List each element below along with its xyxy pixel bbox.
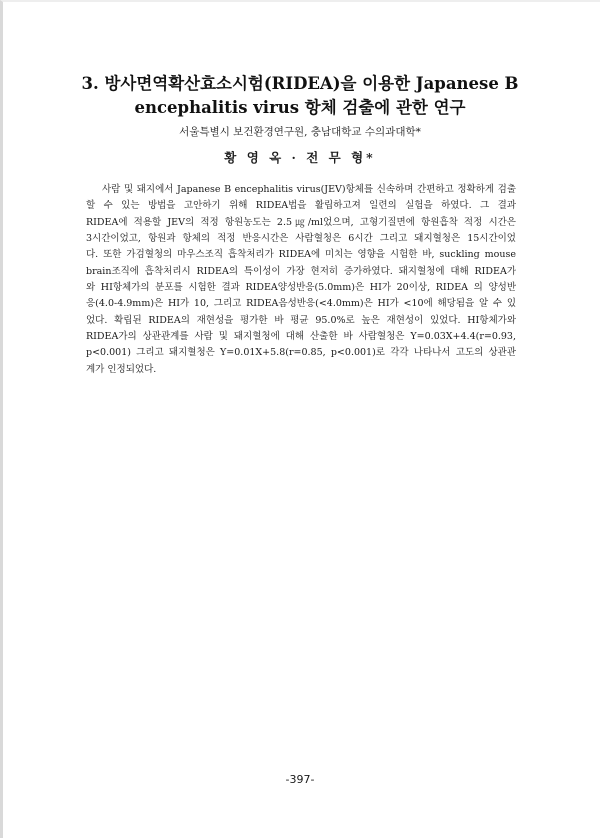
abstract-line: 다. 또한 가검혈청의 마우스조직 흡착처리가 RIDEA에 미치는 영향을 시험한 바, suckling mouse xyxy=(86,249,516,261)
abstract-line: 응(4.0-4.9mm)은 HI가 10, 그리고 RIDEA음성반응(<4.0mm)은 HI가 <10에 해당됨을 알 수 있 xyxy=(86,298,516,310)
abstract-body xyxy=(86,182,516,378)
paper-title xyxy=(40,72,560,120)
abstract-line: 계가 인정되었다. xyxy=(86,363,157,375)
abstract-line: 3시간이었고, 항원과 항체의 적정 반응시간은 사람혈청은 6시간 그리고 돼지혈청은 15시간이었 xyxy=(86,233,516,245)
abstract-line: 사람 및 돼지에서 Japanese B encephalitis virus(JEV)항체를 신속하며 간편하고 정확하게 검출 xyxy=(102,184,516,195)
author-names: 황 영 옥 · 전 무 형* xyxy=(224,150,376,165)
abstract-line: 었다. 확립된 RIDEA의 재현성을 평가한 바 평균 95.0%로 높은 재현성이 있었다. HI항체가와 xyxy=(86,314,516,326)
abstract-line: p<0.001) 그리고 돼지혈청은 Y=0.01X+5.8(r=0.85, p<0.001)로 각각 나타나서 고도의 상관관 xyxy=(86,347,516,359)
abstract-line: RIDEA가의 상관관계를 사람 및 돼지혈청에 대해 산출한 바 사람혈청은 Y=0.03X+4.4(r=0.93, xyxy=(86,331,516,343)
page-number: -397- xyxy=(285,773,315,786)
title-line-2: encephalitis virus 항체 검출에 관한 연구 xyxy=(134,98,466,117)
abstract-line: RIDEA에 적용할 JEV의 적정 항원농도는 2.5㎍/ml었으며, 고형기질면에 항원흡착 적정 시간은 xyxy=(86,216,516,228)
abstract-line: 와 HI항체가의 분포를 시험한 결과 RIDEA양성반응(5.0mm)은 HI가 20이상, RIDEA 의 양성반 xyxy=(86,282,516,294)
title-line-1: 3. 방사면역확산효소시험(RIDEA)을 이용한 Japanese B xyxy=(81,74,519,93)
author-affiliation: 서울특별시 보건환경연구원, 충남대학교 수의과대학* xyxy=(179,126,421,138)
abstract-line: 할 수 있는 방법을 고안하기 위해 RIDEA법을 활립하고져 일련의 실험을 하였다. 그 결과 xyxy=(86,200,516,212)
abstract-line: brain조직에 흡착처리시 RIDEA의 특이성이 가장 현저히 증가하였다. 돼지혈청에 대해 RIDEA가 xyxy=(86,265,516,277)
